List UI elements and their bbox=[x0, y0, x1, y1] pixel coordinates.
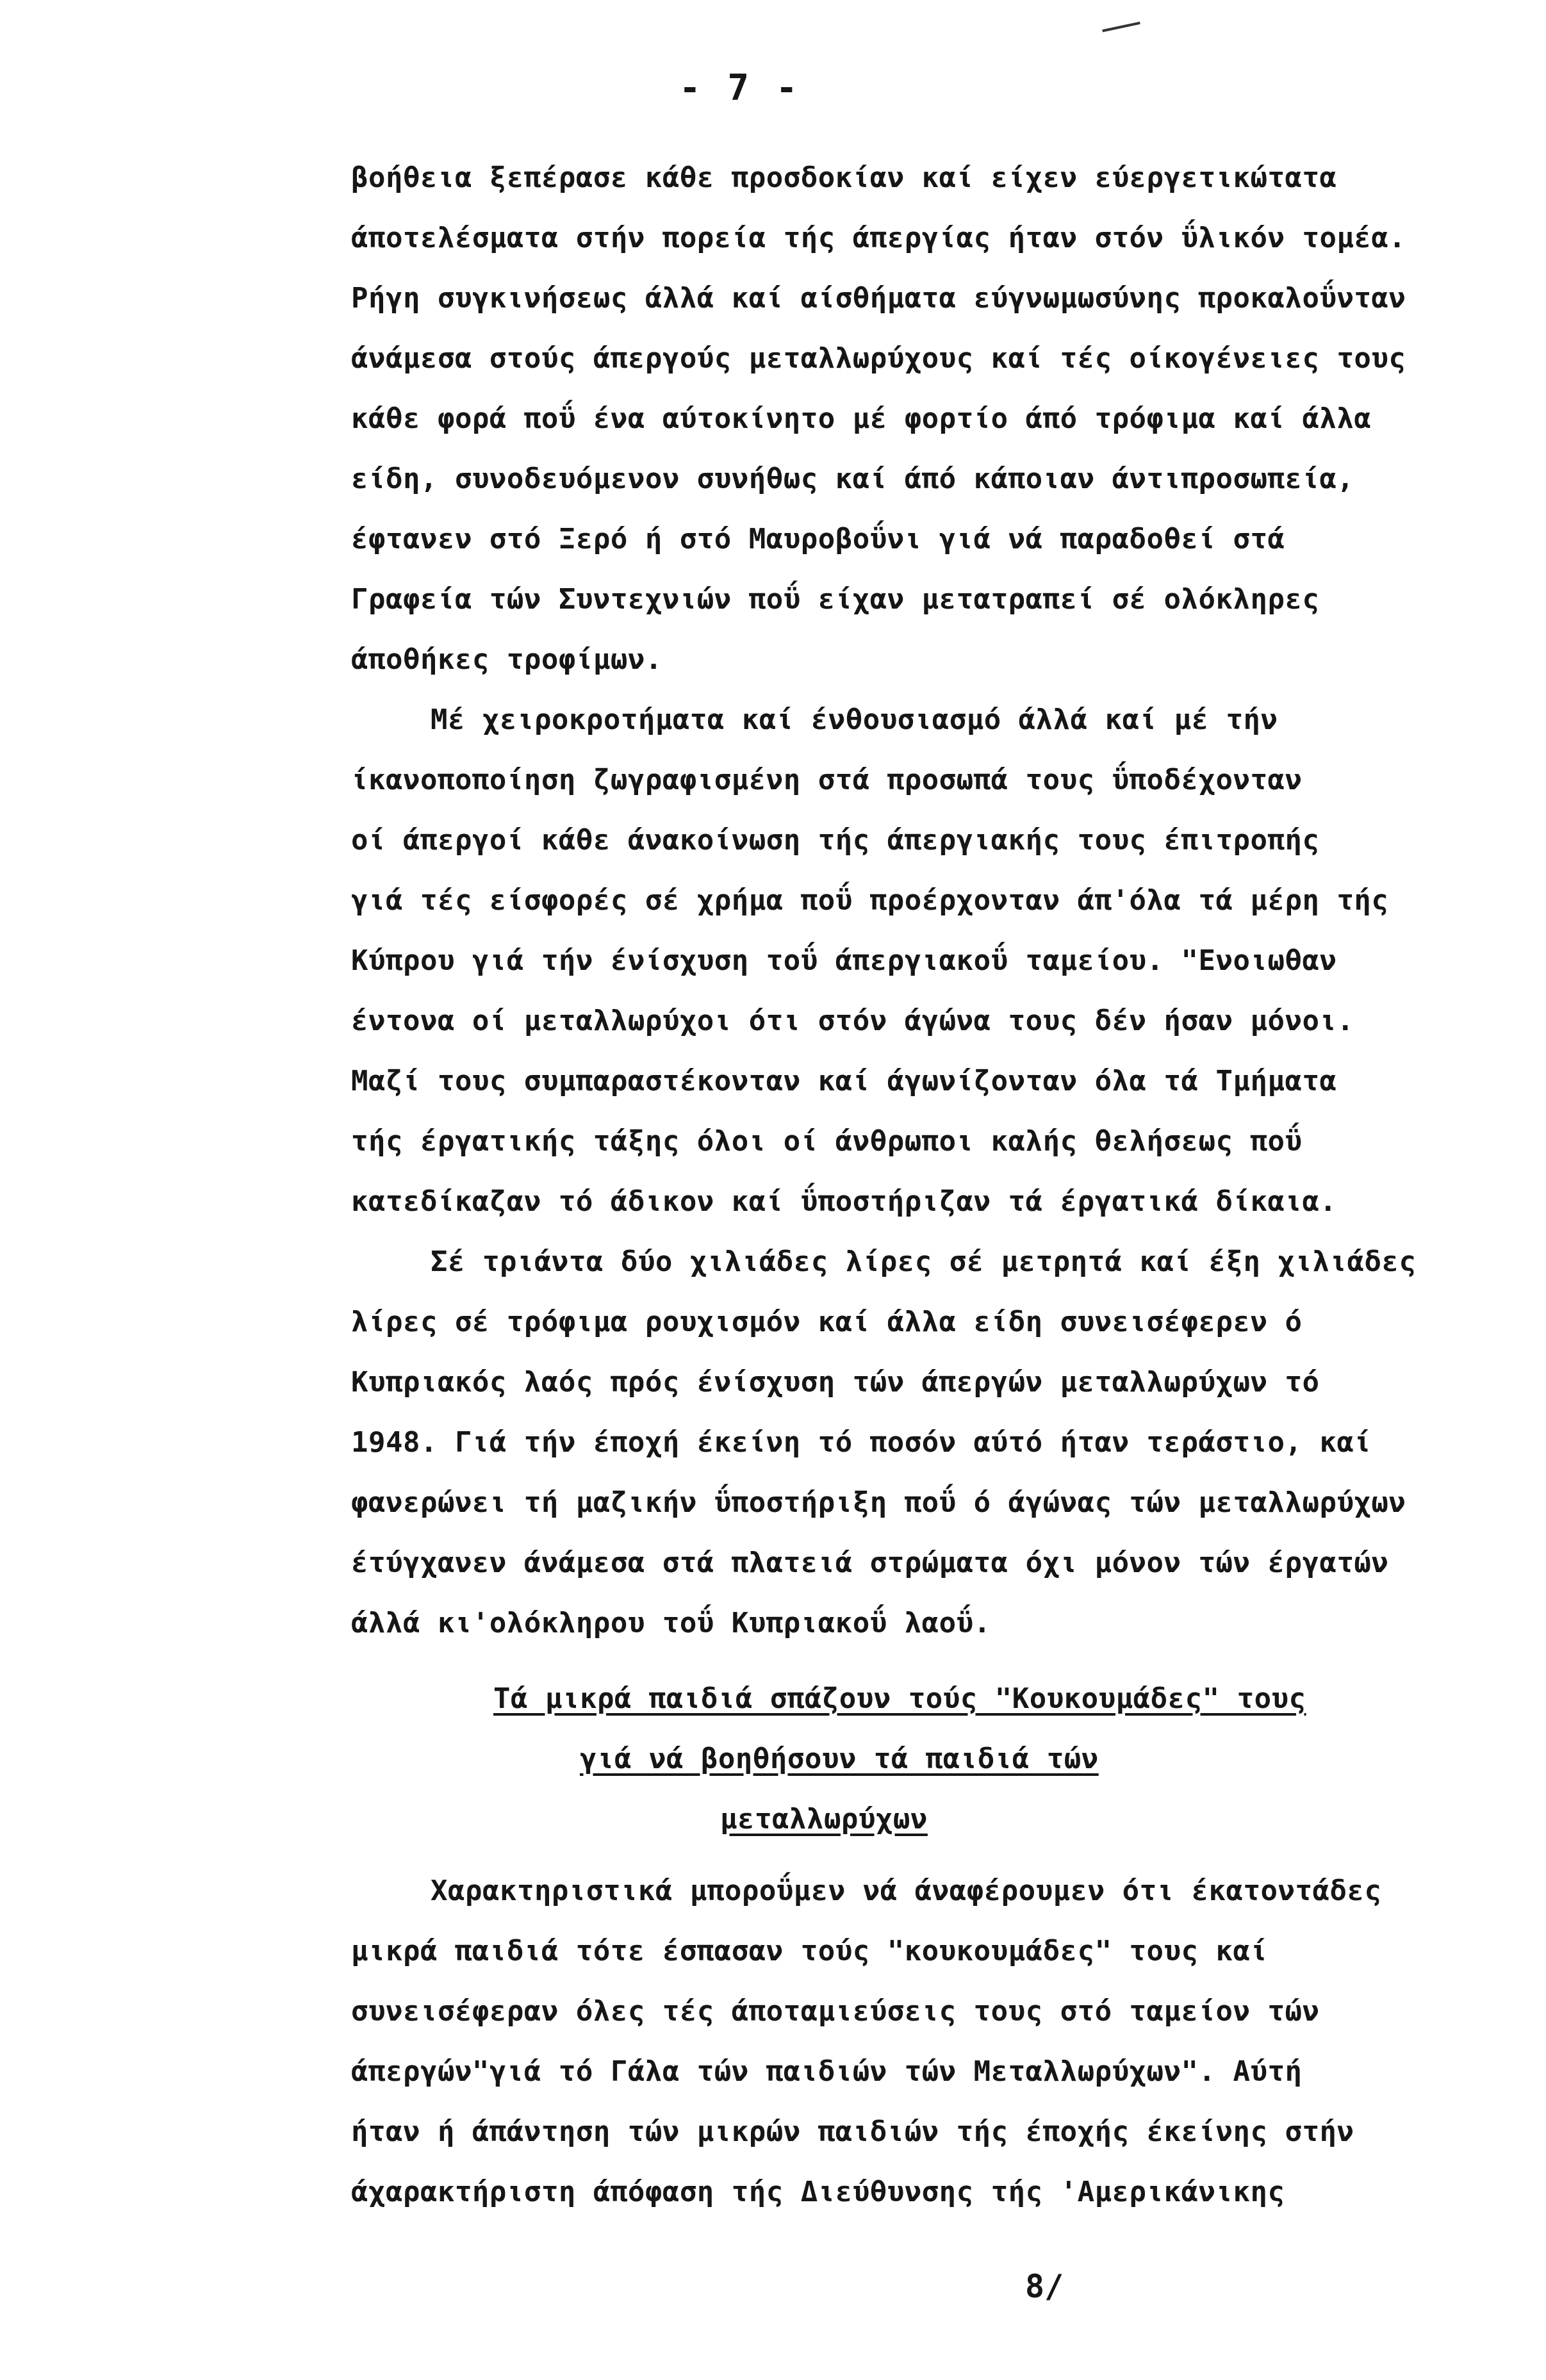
paragraph-1-line-2: άποτελέσματα στήν πορεία τής άπεργίας ήταν στόν ΰλικόν τομέα. bbox=[351, 222, 1406, 254]
section-heading-line-2: γιά νά βοηθήσουν τά παιδιά τών bbox=[580, 1743, 1099, 1775]
paragraph-1-line-9: άποθήκες τροφίμων. bbox=[351, 643, 662, 676]
paragraph-3-line-7: άλλά κι'ολόκληρου τοΰ Κυπριακοΰ λαοΰ. bbox=[351, 1607, 991, 1639]
paragraph-2-line-7: Μαζί τους συμπαραστέκονταν καί άγωνίζονταν όλα τά Τμήματα bbox=[351, 1065, 1337, 1097]
paragraph-1-line-6: είδη, συνοδευόμενον συνήθως καί άπό κάποιαν άντιπροσωπεία, bbox=[351, 463, 1354, 495]
paragraph-1-line-7: έφτανεν στό Ξερό ή στό Μαυροβοΰνι γιά νά παραδοθεί στά bbox=[351, 523, 1285, 555]
paragraph-1-line-4: άνάμεσα στούς άπεργούς μεταλλωρύχους καί τές οίκογένειες τους bbox=[351, 342, 1406, 375]
paragraph-4-line-1: Χαρακτηριστικά μποροΰμεν νά άναφέρουμεν ότι έκατοντάδες bbox=[431, 1875, 1382, 1907]
paragraph-2-line-1: Μέ χειροκροτήματα καί ένθουσιασμό άλλά καί μέ τήν bbox=[431, 703, 1278, 736]
page-footer-continuation: 8/ bbox=[1025, 2268, 1064, 2305]
paragraph-1-line-3: Ρήγη συγκινήσεως άλλά καί αίσθήματα εύγνωμωσύνης προκαλοΰνταν bbox=[351, 282, 1406, 315]
section-heading-line-1: Τά μικρά παιδιά σπάζουν τούς "Κουκουμάδες" τους bbox=[493, 1682, 1306, 1715]
paragraph-3-line-5: φανερώνει τή μαζικήν ΰποστήριξη ποΰ ό άγώνας τών μεταλλωρύχων bbox=[351, 1486, 1406, 1519]
paragraph-3-line-1: Σέ τριάντα δύο χιλιάδες λίρες σέ μετρητά καί έξη χιλιάδες bbox=[431, 1245, 1417, 1278]
paragraph-3-line-3: Κυπριακός λαός πρός ένίσχυση τών άπεργών μεταλλωρύχων τό bbox=[351, 1366, 1320, 1399]
paragraph-4-line-6: άχαρακτήριστη άπόφαση τής Διεύθυνσης τής 'Αμερικάνικης bbox=[351, 2176, 1285, 2208]
scan-mark bbox=[1102, 22, 1140, 32]
paragraph-2-line-6: έντονα οί μεταλλωρύχοι ότι στόν άγώνα τους δέν ήσαν μόνοι. bbox=[351, 1005, 1354, 1037]
paragraph-4-line-4: άπεργών"γιά τό Γάλα τών παιδιών τών Μεταλλωρύχων". Αύτή bbox=[351, 2055, 1303, 2088]
paragraph-2-line-3: οί άπεργοί κάθε άνακοίνωση τής άπεργιακής τους έπιτροπής bbox=[351, 824, 1320, 857]
paragraph-2-line-4: γιά τές είσφορές σέ χρήμα ποΰ προέρχονταν άπ'όλα τά μέρη τής bbox=[351, 884, 1389, 917]
paragraph-1-line-5: κάθε φορά ποΰ ένα αύτοκίνητο μέ φορτίο άπό τρόφιμα καί άλλα bbox=[351, 402, 1372, 435]
paragraph-2-line-9: κατεδίκαζαν τό άδικον καί ΰποστήριζαν τά έργατικά δίκαια. bbox=[351, 1185, 1337, 1218]
paragraph-2-line-2: ίκανοποποίηση ζωγραφισμένη στά προσωπά τους ΰποδέχονταν bbox=[351, 764, 1303, 796]
paragraph-4-line-5: ήταν ή άπάντηση τών μικρών παιδιών τής έποχής έκείνης στήν bbox=[351, 2115, 1354, 2148]
paragraph-3-line-2: λίρες σέ τρόφιμα ρουχισμόν καί άλλα είδη συνεισέφερεν ό bbox=[351, 1306, 1303, 1338]
paragraph-3-line-6: έτύγχανεν άνάμεσα στά πλατειά στρώματα όχι μόνον τών έργατών bbox=[351, 1547, 1389, 1579]
paragraph-1-line-8: Γραφεία τών Συντεχνιών ποΰ είχαν μετατραπεί σέ ολόκληρες bbox=[351, 583, 1320, 616]
paragraph-4-line-3: συνεισέφεραν όλες τές άποταμιεύσεις τους στό ταμείον τών bbox=[351, 1995, 1320, 2028]
paragraph-1-line-1: βοήθεια ξεπέρασε κάθε προσδοκίαν καί είχεν εύεργετικώτατα bbox=[351, 161, 1337, 194]
page-number: - 7 - bbox=[679, 67, 800, 109]
paragraph-3-line-4: 1948. Γιά τήν έποχή έκείνη τό ποσόν αύτό ήταν τεράστιο, καί bbox=[351, 1426, 1372, 1459]
section-heading-line-3: μεταλλωρύχων bbox=[720, 1803, 928, 1835]
paragraph-2-line-5: Κύπρου γιά τήν ένίσχυση τοΰ άπεργιακοΰ ταμείου. "Ενοιωθαν bbox=[351, 944, 1337, 977]
paragraph-2-line-8: τής έργατικής τάξης όλοι οί άνθρωποι καλής θελήσεως ποΰ bbox=[351, 1125, 1303, 1158]
paragraph-4-line-2: μικρά παιδιά τότε έσπασαν τούς "κουκουμάδες" τους καί bbox=[351, 1935, 1268, 1967]
